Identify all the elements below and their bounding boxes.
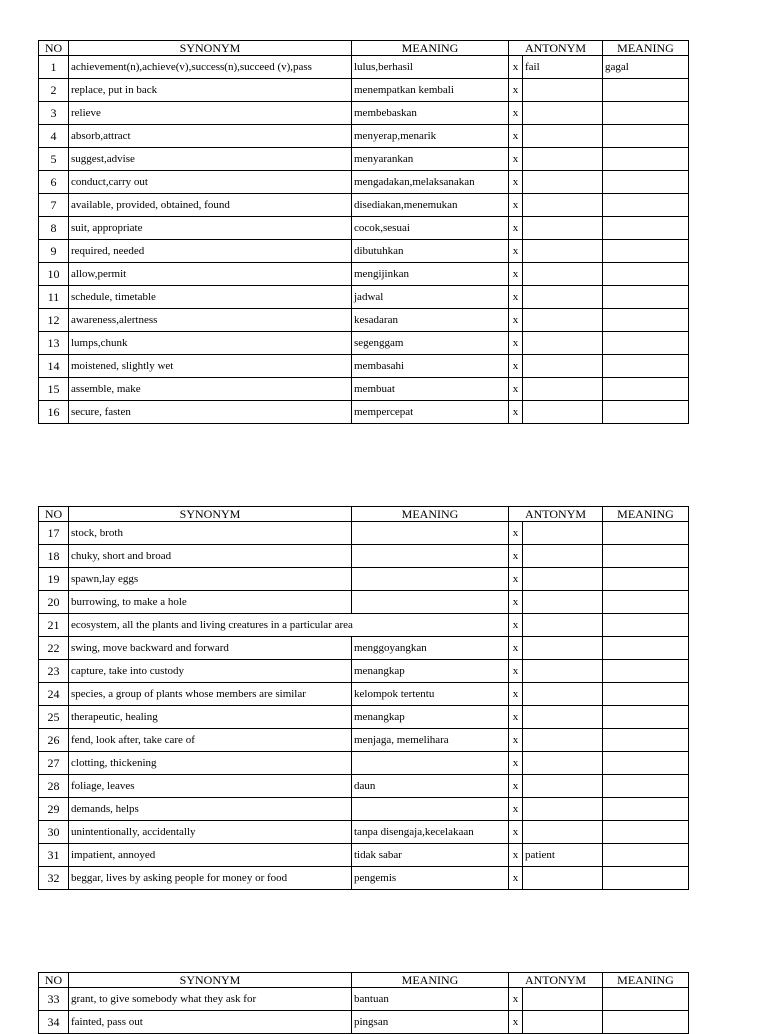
synonym-cell: stock, broth <box>69 522 352 545</box>
meaning-cell: lulus,berhasil <box>352 56 509 79</box>
row-number: 23 <box>39 660 69 683</box>
row-number: 14 <box>39 355 69 378</box>
meaning-cell: bantuan <box>352 988 509 1011</box>
table-row <box>39 545 689 568</box>
row-number: 30 <box>39 821 69 844</box>
row-number: 10 <box>39 263 69 286</box>
meaning-cell: menempatkan kembali <box>352 79 509 102</box>
table-row <box>39 522 689 545</box>
meaning-cell: mengijinkan <box>352 263 509 286</box>
antonym-meaning-cell <box>603 821 689 844</box>
row-number: 16 <box>39 401 69 424</box>
x-mark: x <box>509 401 523 424</box>
header-no: NO <box>39 973 69 988</box>
header-no: NO <box>39 41 69 56</box>
row-number: 21 <box>39 614 69 637</box>
antonym-cell <box>523 591 603 614</box>
x-mark: x <box>509 522 523 545</box>
synonym-cell: foliage, leaves <box>69 775 352 798</box>
table-row <box>39 683 689 706</box>
meaning-cell: membasahi <box>352 355 509 378</box>
row-number: 3 <box>39 102 69 125</box>
synonym-cell: fend, look after, take care of <box>69 729 352 752</box>
synonym-cell: beggar, lives by asking people for money or food <box>69 867 352 890</box>
synonym-cell: unintentionally, accidentally <box>69 821 352 844</box>
table-row <box>39 194 689 217</box>
synonym-cell: awareness,alertness <box>69 309 352 332</box>
synonym-cell: swing, move backward and forward <box>69 637 352 660</box>
row-number: 20 <box>39 591 69 614</box>
table-row <box>39 102 689 125</box>
row-number: 13 <box>39 332 69 355</box>
vocab-table-1 <box>38 40 689 424</box>
antonym-cell <box>523 194 603 217</box>
header-meaning: MEANING <box>352 507 509 522</box>
table-row <box>39 355 689 378</box>
row-number: 24 <box>39 683 69 706</box>
antonym-cell <box>523 867 603 890</box>
table-row <box>39 752 689 775</box>
antonym-meaning-cell <box>603 775 689 798</box>
synonym-cell: moistened, slightly wet <box>69 355 352 378</box>
table-row <box>39 729 689 752</box>
row-number: 28 <box>39 775 69 798</box>
meaning-cell: mengadakan,melaksanakan <box>352 171 509 194</box>
meaning-cell: segenggam <box>352 332 509 355</box>
antonym-cell <box>523 660 603 683</box>
antonym-cell <box>523 775 603 798</box>
antonym-meaning-cell <box>603 286 689 309</box>
table-row <box>39 125 689 148</box>
meaning-cell: menjaga, memelihara <box>352 729 509 752</box>
synonym-cell: allow,permit <box>69 263 352 286</box>
meaning-cell: cocok,sesuai <box>352 217 509 240</box>
antonym-meaning-cell <box>603 591 689 614</box>
meaning-cell <box>352 591 509 614</box>
meaning-cell: dibutuhkan <box>352 240 509 263</box>
antonym-meaning-cell <box>603 614 689 637</box>
meaning-cell <box>352 752 509 775</box>
header-antonym: ANTONYM <box>509 973 603 988</box>
antonym-meaning-cell <box>603 355 689 378</box>
meaning-cell: menyerap,menarik <box>352 125 509 148</box>
synonym-cell: suggest,advise <box>69 148 352 171</box>
synonym-cell: fainted, pass out <box>69 1011 352 1034</box>
header-synonym: SYNONYM <box>69 41 352 56</box>
x-mark: x <box>509 591 523 614</box>
row-number: 4 <box>39 125 69 148</box>
antonym-cell <box>523 217 603 240</box>
antonym-meaning-cell <box>603 683 689 706</box>
x-mark: x <box>509 194 523 217</box>
table-row <box>39 286 689 309</box>
table-row <box>39 378 689 401</box>
synonym-cell: capture, take into custody <box>69 660 352 683</box>
antonym-cell <box>523 148 603 171</box>
table-row <box>39 867 689 890</box>
row-number: 31 <box>39 844 69 867</box>
x-mark: x <box>509 217 523 240</box>
antonym-meaning-cell <box>603 798 689 821</box>
x-mark: x <box>509 683 523 706</box>
synonym-cell: clotting, thickening <box>69 752 352 775</box>
antonym-cell <box>523 614 603 637</box>
antonym-meaning-cell <box>603 729 689 752</box>
table-row <box>39 706 689 729</box>
header-synonym: SYNONYM <box>69 507 352 522</box>
antonym-cell <box>523 683 603 706</box>
antonym-meaning-cell <box>603 867 689 890</box>
synonym-cell: available, provided, obtained, found <box>69 194 352 217</box>
antonym-meaning-cell <box>603 217 689 240</box>
x-mark: x <box>509 821 523 844</box>
table-row <box>39 1011 689 1034</box>
meaning-cell <box>352 614 509 637</box>
x-mark: x <box>509 867 523 890</box>
synonym-cell: burrowing, to make a hole <box>69 591 352 614</box>
vocab-table-2 <box>38 506 689 890</box>
meaning-cell: pingsan <box>352 1011 509 1034</box>
meaning-cell: mempercepat <box>352 401 509 424</box>
antonym-cell <box>523 286 603 309</box>
antonym-cell <box>523 79 603 102</box>
header-row <box>39 507 689 522</box>
antonym-meaning-cell <box>603 1011 689 1034</box>
synonym-cell: conduct,carry out <box>69 171 352 194</box>
row-number: 17 <box>39 522 69 545</box>
antonym-cell <box>523 988 603 1011</box>
synonym-cell: lumps,chunk <box>69 332 352 355</box>
row-number: 11 <box>39 286 69 309</box>
x-mark: x <box>509 240 523 263</box>
antonym-cell <box>523 309 603 332</box>
table-row <box>39 171 689 194</box>
table-row <box>39 844 689 867</box>
antonym-cell <box>523 522 603 545</box>
antonym-meaning-cell <box>603 522 689 545</box>
antonym-cell: fail <box>523 56 603 79</box>
antonym-cell <box>523 637 603 660</box>
x-mark: x <box>509 378 523 401</box>
synonym-cell: secure, fasten <box>69 401 352 424</box>
meaning-cell <box>352 522 509 545</box>
antonym-meaning-cell <box>603 378 689 401</box>
table-row <box>39 263 689 286</box>
antonym-cell <box>523 171 603 194</box>
x-mark: x <box>509 171 523 194</box>
x-mark: x <box>509 568 523 591</box>
table-row <box>39 568 689 591</box>
x-mark: x <box>509 844 523 867</box>
antonym-cell <box>523 332 603 355</box>
synonym-cell: required, needed <box>69 240 352 263</box>
antonym-meaning-cell <box>603 148 689 171</box>
table-row <box>39 332 689 355</box>
meaning-cell: membuat <box>352 378 509 401</box>
antonym-meaning-cell <box>603 660 689 683</box>
x-mark: x <box>509 263 523 286</box>
synonym-cell: chuky, short and broad <box>69 545 352 568</box>
x-mark: x <box>509 660 523 683</box>
synonym-cell: relieve <box>69 102 352 125</box>
meaning-cell: menangkap <box>352 660 509 683</box>
table-row <box>39 79 689 102</box>
x-mark: x <box>509 545 523 568</box>
synonym-cell: schedule, timetable <box>69 286 352 309</box>
meaning-cell: kelompok tertentu <box>352 683 509 706</box>
row-number: 33 <box>39 988 69 1011</box>
antonym-meaning-cell <box>603 637 689 660</box>
antonym-meaning-cell: gagal <box>603 56 689 79</box>
row-number: 6 <box>39 171 69 194</box>
antonym-cell: patient <box>523 844 603 867</box>
x-mark: x <box>509 125 523 148</box>
antonym-meaning-cell <box>603 125 689 148</box>
meaning-cell <box>352 568 509 591</box>
x-mark: x <box>509 614 523 637</box>
antonym-cell <box>523 798 603 821</box>
header-meaning: MEANING <box>352 973 509 988</box>
row-number: 34 <box>39 1011 69 1034</box>
row-number: 19 <box>39 568 69 591</box>
antonym-meaning-cell <box>603 79 689 102</box>
row-number: 12 <box>39 309 69 332</box>
table-row <box>39 309 689 332</box>
antonym-meaning-cell <box>603 171 689 194</box>
header-row <box>39 41 689 56</box>
antonym-meaning-cell <box>603 332 689 355</box>
synonym-cell: demands, helps <box>69 798 352 821</box>
meaning-cell: disediakan,menemukan <box>352 194 509 217</box>
header-antonym: ANTONYM <box>509 507 603 522</box>
synonym-cell: replace, put in back <box>69 79 352 102</box>
meaning-cell: membebaskan <box>352 102 509 125</box>
synonym-cell: ecosystem, all the plants and living creatures in a particular area <box>69 614 352 637</box>
header-antonym-meaning: MEANING <box>603 507 689 522</box>
row-number: 25 <box>39 706 69 729</box>
meaning-cell: tidak sabar <box>352 844 509 867</box>
antonym-cell <box>523 545 603 568</box>
x-mark: x <box>509 988 523 1011</box>
antonym-cell <box>523 729 603 752</box>
header-row <box>39 973 689 988</box>
antonym-meaning-cell <box>603 240 689 263</box>
synonym-cell: achievement(n),achieve(v),success(n),succeed (v),pass <box>69 56 352 79</box>
x-mark: x <box>509 706 523 729</box>
x-mark: x <box>509 102 523 125</box>
x-mark: x <box>509 148 523 171</box>
header-no: NO <box>39 507 69 522</box>
x-mark: x <box>509 729 523 752</box>
antonym-meaning-cell <box>603 545 689 568</box>
table-row <box>39 217 689 240</box>
row-number: 32 <box>39 867 69 890</box>
synonym-cell: spawn,lay eggs <box>69 568 352 591</box>
table-row <box>39 614 689 637</box>
antonym-cell <box>523 125 603 148</box>
table-row <box>39 775 689 798</box>
table-row <box>39 821 689 844</box>
row-number: 27 <box>39 752 69 775</box>
antonym-meaning-cell <box>603 988 689 1011</box>
table-row <box>39 798 689 821</box>
antonym-cell <box>523 102 603 125</box>
antonym-cell <box>523 401 603 424</box>
x-mark: x <box>509 355 523 378</box>
table-row <box>39 148 689 171</box>
meaning-cell: jadwal <box>352 286 509 309</box>
synonym-cell: suit, appropriate <box>69 217 352 240</box>
vocab-table-3 <box>38 972 689 1034</box>
meaning-cell: menggoyangkan <box>352 637 509 660</box>
antonym-meaning-cell <box>603 263 689 286</box>
row-number: 22 <box>39 637 69 660</box>
table-row <box>39 660 689 683</box>
antonym-meaning-cell <box>603 401 689 424</box>
x-mark: x <box>509 309 523 332</box>
synonym-cell: grant, to give somebody what they ask for <box>69 988 352 1011</box>
x-mark: x <box>509 79 523 102</box>
antonym-cell <box>523 568 603 591</box>
row-number: 8 <box>39 217 69 240</box>
synonym-cell: therapeutic, healing <box>69 706 352 729</box>
row-number: 7 <box>39 194 69 217</box>
synonym-cell: absorb,attract <box>69 125 352 148</box>
synonym-cell: species, a group of plants whose members are similar <box>69 683 352 706</box>
row-number: 18 <box>39 545 69 568</box>
x-mark: x <box>509 798 523 821</box>
x-mark: x <box>509 56 523 79</box>
antonym-cell <box>523 355 603 378</box>
header-antonym: ANTONYM <box>509 41 603 56</box>
meaning-cell <box>352 545 509 568</box>
x-mark: x <box>509 752 523 775</box>
table-row <box>39 591 689 614</box>
meaning-cell: pengemis <box>352 867 509 890</box>
meaning-cell: menangkap <box>352 706 509 729</box>
table-row <box>39 401 689 424</box>
meaning-cell: menyarankan <box>352 148 509 171</box>
row-number: 29 <box>39 798 69 821</box>
x-mark: x <box>509 775 523 798</box>
meaning-cell: tanpa disengaja,kecelakaan <box>352 821 509 844</box>
meaning-cell: daun <box>352 775 509 798</box>
antonym-cell <box>523 378 603 401</box>
antonym-cell <box>523 706 603 729</box>
header-antonym-meaning: MEANING <box>603 973 689 988</box>
table-row <box>39 637 689 660</box>
row-number: 2 <box>39 79 69 102</box>
antonym-cell <box>523 1011 603 1034</box>
table-row <box>39 988 689 1011</box>
row-number: 26 <box>39 729 69 752</box>
antonym-meaning-cell <box>603 752 689 775</box>
x-mark: x <box>509 332 523 355</box>
antonym-meaning-cell <box>603 568 689 591</box>
table-row <box>39 56 689 79</box>
antonym-cell <box>523 240 603 263</box>
antonym-meaning-cell <box>603 309 689 332</box>
header-synonym: SYNONYM <box>69 973 352 988</box>
row-number: 15 <box>39 378 69 401</box>
row-number: 1 <box>39 56 69 79</box>
x-mark: x <box>509 286 523 309</box>
antonym-cell <box>523 752 603 775</box>
header-antonym-meaning: MEANING <box>603 41 689 56</box>
meaning-cell <box>352 798 509 821</box>
x-mark: x <box>509 1011 523 1034</box>
table-row <box>39 240 689 263</box>
meaning-cell: kesadaran <box>352 309 509 332</box>
antonym-meaning-cell <box>603 844 689 867</box>
row-number: 9 <box>39 240 69 263</box>
synonym-cell: impatient, annoyed <box>69 844 352 867</box>
x-mark: x <box>509 637 523 660</box>
antonym-meaning-cell <box>603 194 689 217</box>
antonym-cell <box>523 263 603 286</box>
synonym-cell: assemble, make <box>69 378 352 401</box>
antonym-meaning-cell <box>603 102 689 125</box>
header-meaning: MEANING <box>352 41 509 56</box>
antonym-meaning-cell <box>603 706 689 729</box>
antonym-cell <box>523 821 603 844</box>
row-number: 5 <box>39 148 69 171</box>
